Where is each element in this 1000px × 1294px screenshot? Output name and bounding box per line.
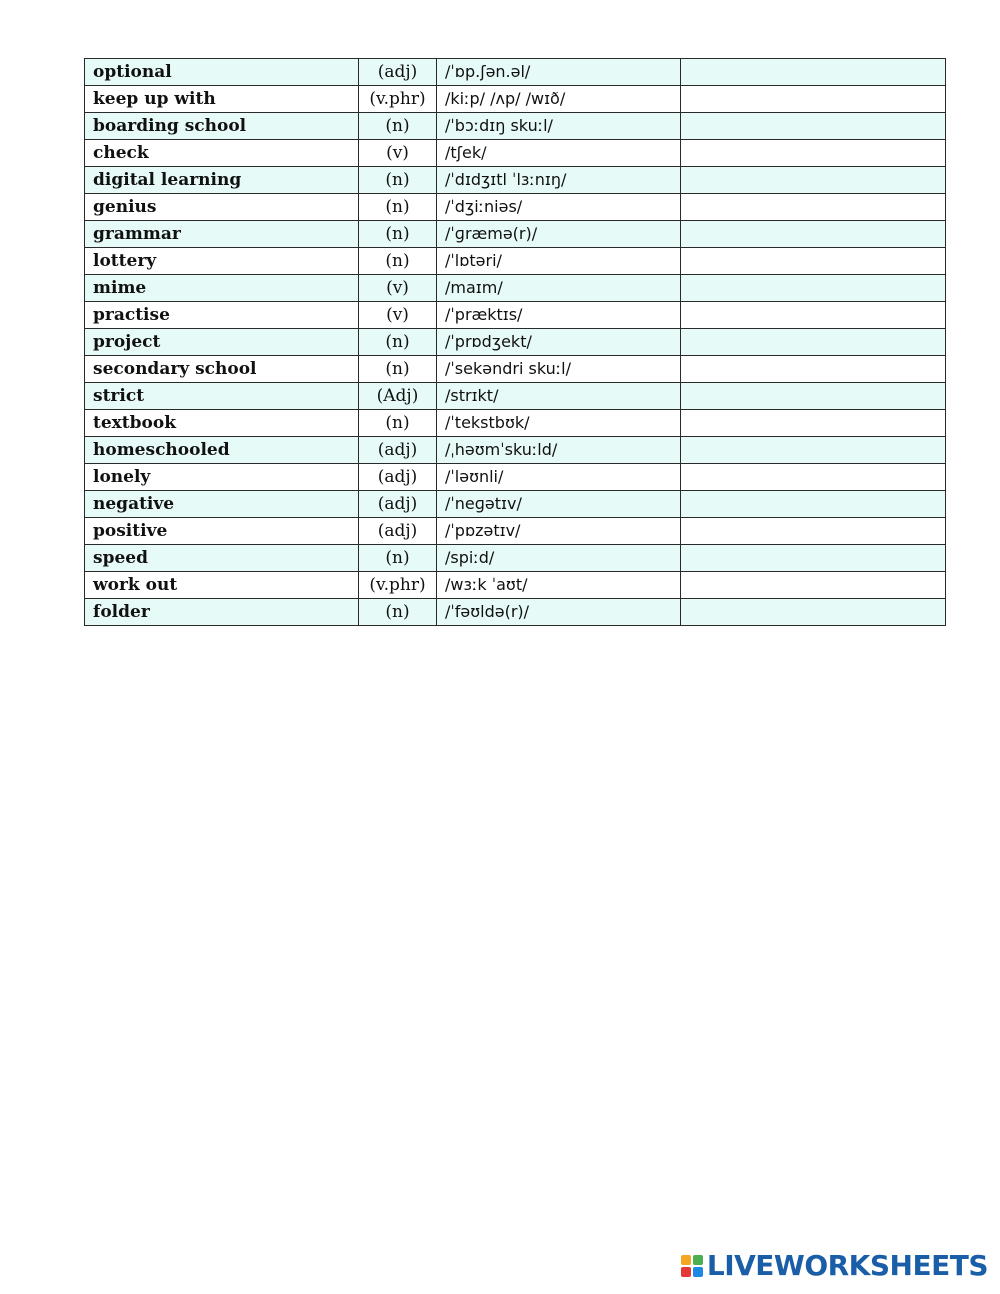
vocab-word: homeschooled — [85, 437, 359, 464]
answer-cell[interactable] — [681, 86, 946, 113]
vocabulary-table — [84, 58, 946, 626]
answer-cell[interactable] — [681, 410, 946, 437]
table-row — [85, 599, 946, 626]
answer-cell[interactable] — [681, 329, 946, 356]
table-row — [85, 329, 946, 356]
part-of-speech: (n) — [359, 599, 437, 626]
part-of-speech: (adj) — [359, 437, 437, 464]
answer-cell[interactable] — [681, 113, 946, 140]
vocab-word: mime — [85, 275, 359, 302]
liveworksheets-logo — [681, 1249, 988, 1282]
answer-cell[interactable] — [681, 383, 946, 410]
table-row — [85, 248, 946, 275]
pronunciation: /tʃek/ — [437, 140, 681, 167]
table-row — [85, 518, 946, 545]
logo-square-2 — [693, 1255, 703, 1265]
part-of-speech: (adj) — [359, 464, 437, 491]
logo-square-3 — [681, 1267, 691, 1277]
answer-cell[interactable] — [681, 248, 946, 275]
table-row — [85, 437, 946, 464]
pronunciation: /ˈtekstbʊk/ — [437, 410, 681, 437]
answer-cell[interactable] — [681, 194, 946, 221]
table-row — [85, 59, 946, 86]
table-row — [85, 140, 946, 167]
liveworksheets-logo-icon — [681, 1255, 703, 1277]
vocab-word: grammar — [85, 221, 359, 248]
pronunciation: /spiːd/ — [437, 545, 681, 572]
pronunciation: /ˈdɪdʒɪtl ˈlɜːnɪŋ/ — [437, 167, 681, 194]
answer-cell[interactable] — [681, 572, 946, 599]
part-of-speech: (n) — [359, 329, 437, 356]
table-row — [85, 491, 946, 518]
table-row — [85, 410, 946, 437]
answer-cell[interactable] — [681, 140, 946, 167]
vocab-word: strict — [85, 383, 359, 410]
table-row — [85, 167, 946, 194]
vocab-word: folder — [85, 599, 359, 626]
answer-cell[interactable] — [681, 491, 946, 518]
answer-cell[interactable] — [681, 545, 946, 572]
vocabulary-table-body — [85, 59, 946, 626]
pronunciation: /ˈsekəndri skuːl/ — [437, 356, 681, 383]
part-of-speech: (n) — [359, 356, 437, 383]
vocab-word: optional — [85, 59, 359, 86]
part-of-speech: (n) — [359, 221, 437, 248]
pronunciation: /ˈpræktɪs/ — [437, 302, 681, 329]
pronunciation: /ˈdʒiːniəs/ — [437, 194, 681, 221]
answer-cell[interactable] — [681, 464, 946, 491]
vocab-word: textbook — [85, 410, 359, 437]
pronunciation: /ˈɡræmə(r)/ — [437, 221, 681, 248]
answer-cell[interactable] — [681, 437, 946, 464]
answer-cell[interactable] — [681, 302, 946, 329]
pronunciation: /wɜːk ˈaʊt/ — [437, 572, 681, 599]
part-of-speech: (adj) — [359, 491, 437, 518]
vocab-word: speed — [85, 545, 359, 572]
answer-cell[interactable] — [681, 59, 946, 86]
table-row — [85, 572, 946, 599]
table-row — [85, 383, 946, 410]
table-row — [85, 221, 946, 248]
part-of-speech: (n) — [359, 167, 437, 194]
answer-cell[interactable] — [681, 356, 946, 383]
table-row — [85, 86, 946, 113]
answer-cell[interactable] — [681, 275, 946, 302]
answer-cell[interactable] — [681, 167, 946, 194]
part-of-speech: (n) — [359, 194, 437, 221]
pronunciation: /ˈneɡətɪv/ — [437, 491, 681, 518]
part-of-speech: (v.phr) — [359, 86, 437, 113]
part-of-speech: (n) — [359, 248, 437, 275]
part-of-speech: (v) — [359, 140, 437, 167]
pronunciation: /ˈləʊnli/ — [437, 464, 681, 491]
pronunciation: /ˈlɒtəri/ — [437, 248, 681, 275]
part-of-speech: (v) — [359, 275, 437, 302]
table-row — [85, 545, 946, 572]
vocab-word: work out — [85, 572, 359, 599]
vocab-word: digital learning — [85, 167, 359, 194]
part-of-speech: (n) — [359, 113, 437, 140]
logo-square-4 — [693, 1267, 703, 1277]
answer-cell[interactable] — [681, 221, 946, 248]
part-of-speech: (v.phr) — [359, 572, 437, 599]
part-of-speech: (Adj) — [359, 383, 437, 410]
vocab-word: lonely — [85, 464, 359, 491]
vocab-word: lottery — [85, 248, 359, 275]
pronunciation: /maɪm/ — [437, 275, 681, 302]
vocab-word: boarding school — [85, 113, 359, 140]
answer-cell[interactable] — [681, 599, 946, 626]
pronunciation: /strɪkt/ — [437, 383, 681, 410]
pronunciation: /ˈprɒdʒekt/ — [437, 329, 681, 356]
part-of-speech: (n) — [359, 410, 437, 437]
vocab-word: check — [85, 140, 359, 167]
table-row — [85, 356, 946, 383]
vocab-word: negative — [85, 491, 359, 518]
table-row — [85, 113, 946, 140]
vocab-word: secondary school — [85, 356, 359, 383]
pronunciation: /ˈbɔːdɪŋ skuːl/ — [437, 113, 681, 140]
vocab-word: practise — [85, 302, 359, 329]
pronunciation: /ˈfəʊldə(r)/ — [437, 599, 681, 626]
pronunciation: /ˈɒp.ʃən.əl/ — [437, 59, 681, 86]
logo-square-1 — [681, 1255, 691, 1265]
part-of-speech: (n) — [359, 545, 437, 572]
vocab-word: project — [85, 329, 359, 356]
logo-text: LIVEWORKSHEETS — [706, 1249, 988, 1282]
table-row — [85, 302, 946, 329]
part-of-speech: (adj) — [359, 59, 437, 86]
table-row — [85, 275, 946, 302]
pronunciation: /kiːp/ /ʌp/ /wɪð/ — [437, 86, 681, 113]
vocab-word: genius — [85, 194, 359, 221]
answer-cell[interactable] — [681, 518, 946, 545]
part-of-speech: (v) — [359, 302, 437, 329]
vocab-word: positive — [85, 518, 359, 545]
part-of-speech: (adj) — [359, 518, 437, 545]
pronunciation: /ˌhəʊmˈskuːld/ — [437, 437, 681, 464]
table-row — [85, 464, 946, 491]
table-row — [85, 194, 946, 221]
vocab-word: keep up with — [85, 86, 359, 113]
pronunciation: /ˈpɒzətɪv/ — [437, 518, 681, 545]
